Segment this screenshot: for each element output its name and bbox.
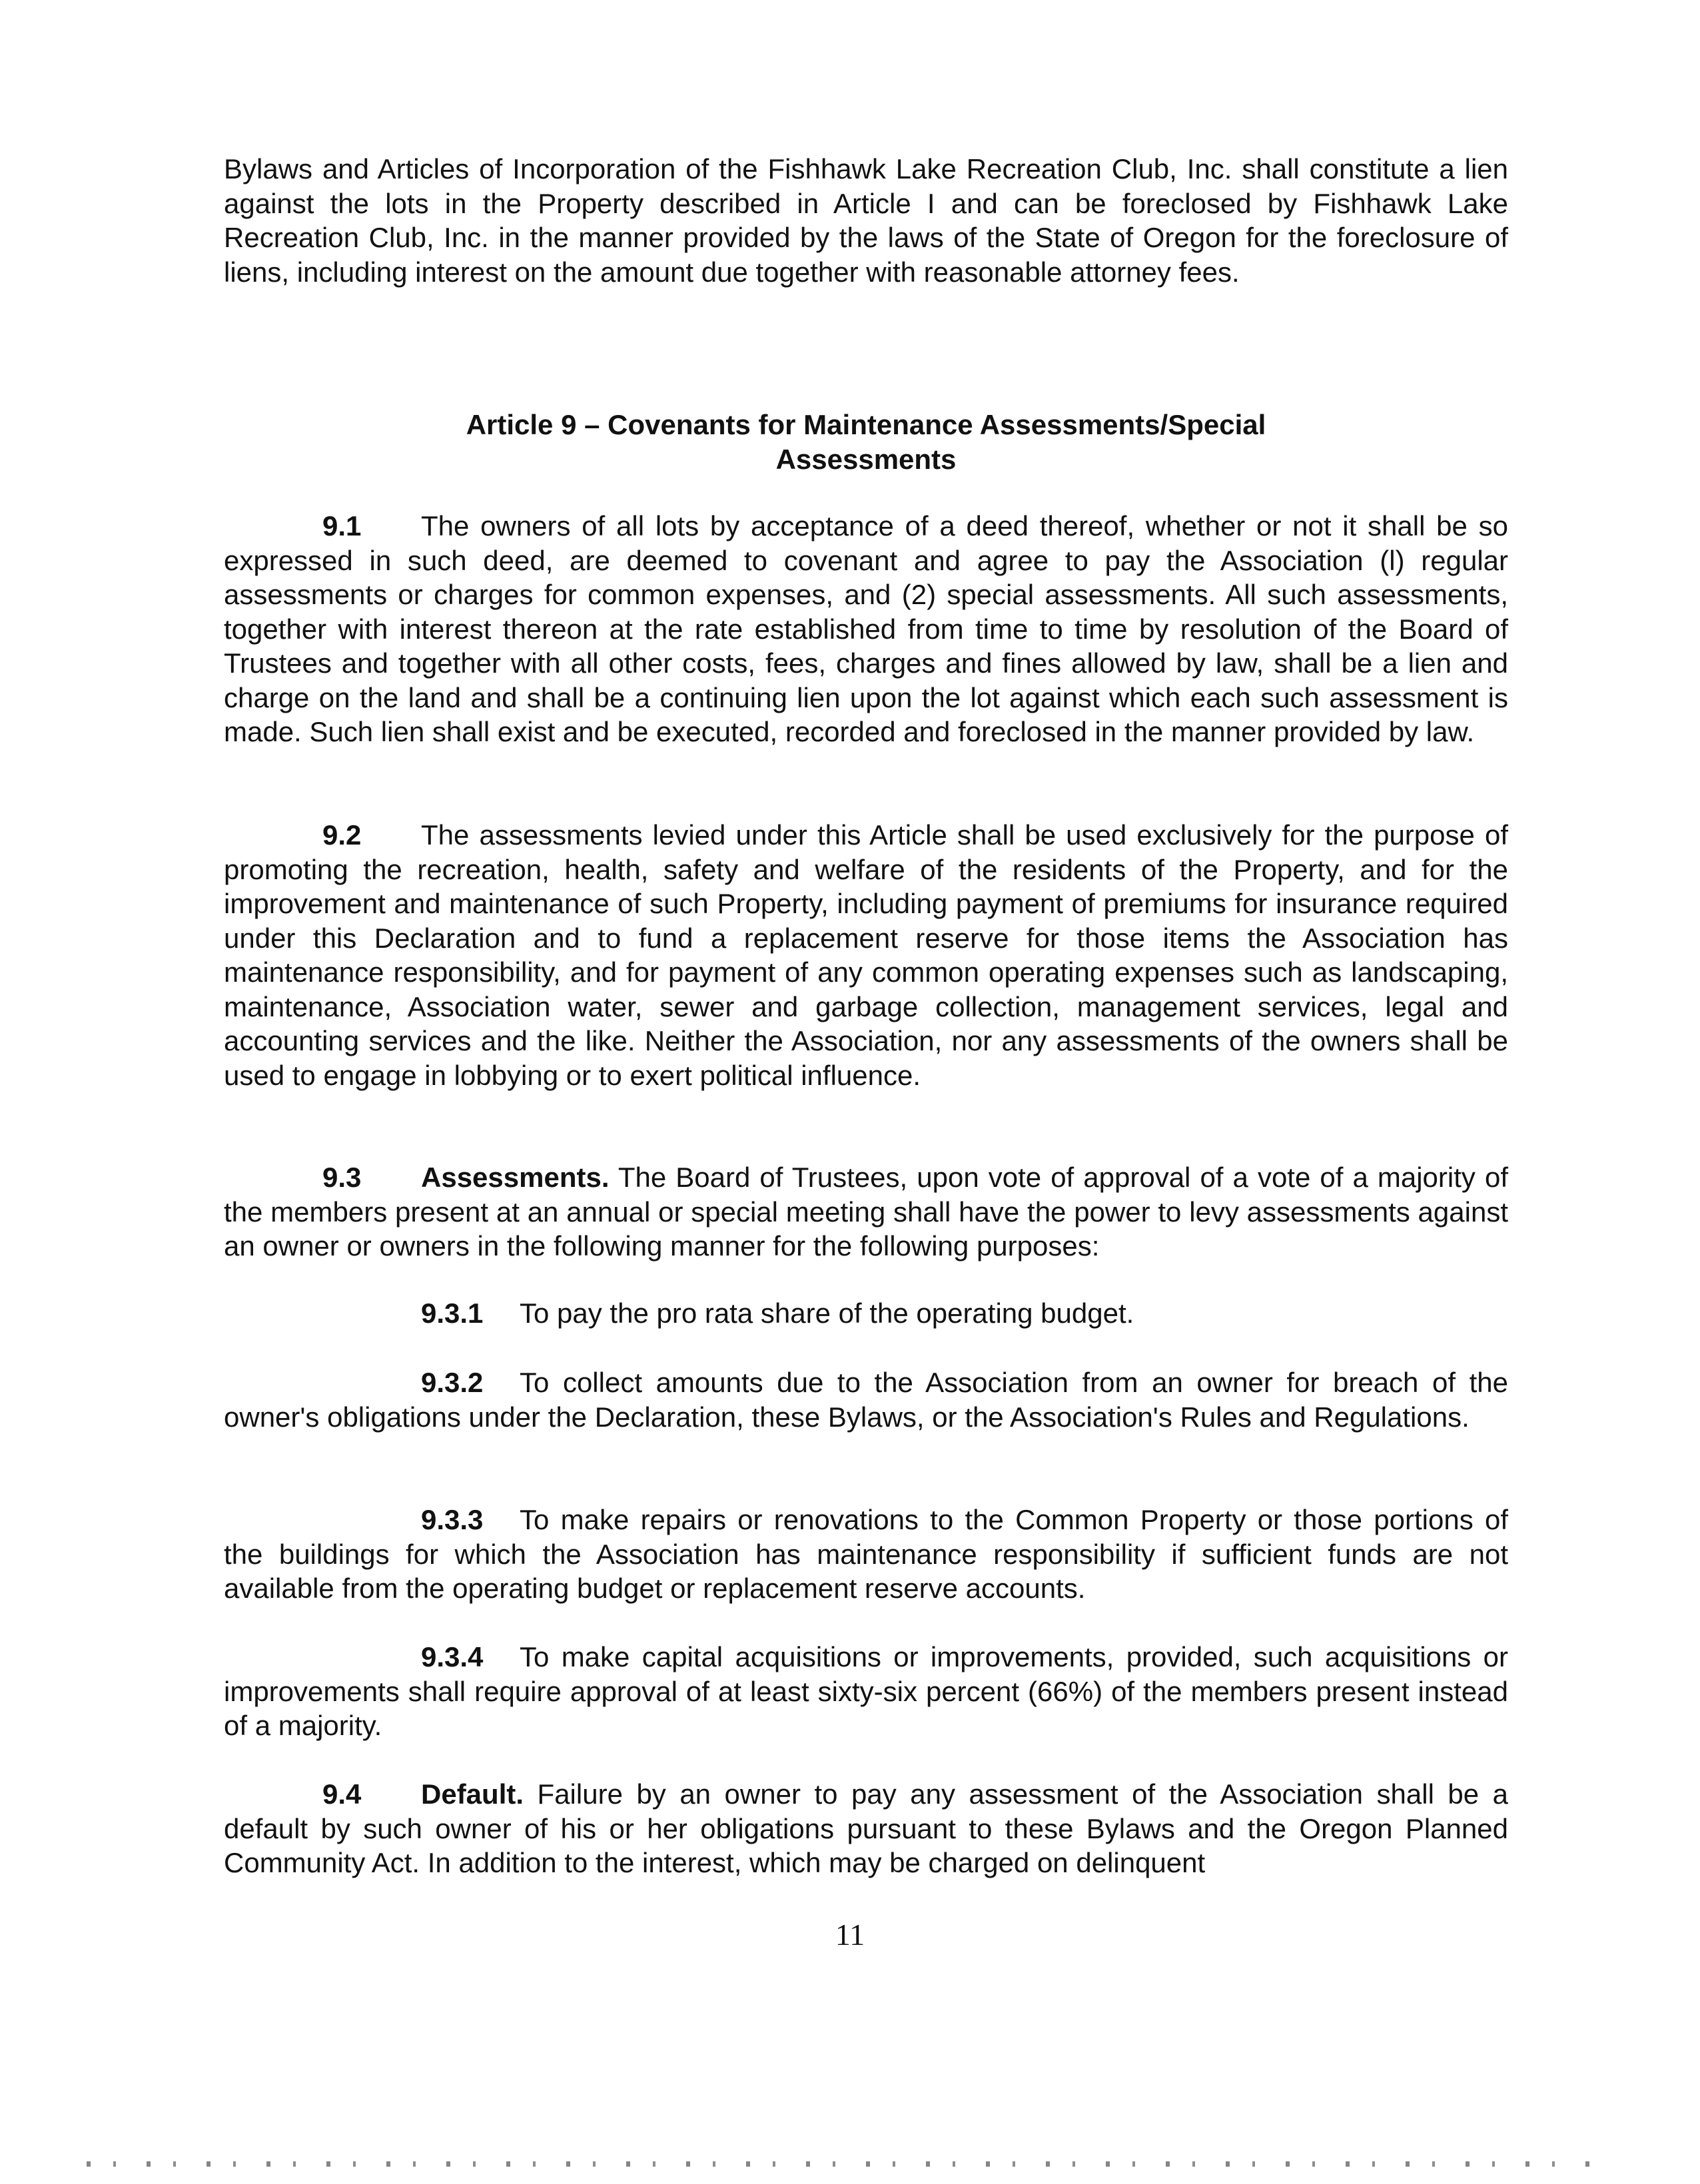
section-9-4 [224, 1777, 1508, 1880]
section-number: 9.3.3 [421, 1504, 484, 1535]
section-number: 9.3 [322, 1162, 362, 1193]
section-title: Default. [421, 1778, 524, 1810]
intro-text: Bylaws and Articles of Incorporation of the Fishhawk Lake Recreation Club, Inc. shall constitute a lien against the lots in the Property described in Article I and can be foreclosed by Fishhawk Lake Recreation Club, Inc. in the manner provided by the laws of the State of Oregon for the foreclosure of liens, including interest on the amount due together with reasonable attorney fees. [224, 153, 1508, 288]
article-heading-line1: Article 9 – Covenants for Maintenance Assessments/Special [466, 409, 1266, 440]
section-9-3-3 [224, 1503, 1508, 1606]
section-title: Assessments. [421, 1162, 610, 1193]
article-heading-line2: Assessments [775, 444, 957, 475]
section-number: 9.3.4 [421, 1641, 484, 1672]
scan-edge-artifact [87, 2161, 1612, 2167]
section-number: 9.3.1 [421, 1297, 484, 1329]
section-9-2 [224, 818, 1508, 1092]
section-text: To make capital acquisitions or improvements, provided, such acquisitions or improvements shall require approval of at least sixty-six percent (66%) of the members present instead of a majority. [224, 1641, 1508, 1741]
section-text: The assessments levied under this Article shall be used exclusively for the purpose of promoting the recreation, health, safety and welfare of the residents of the Property, and for the improvement and maintenance of such Property, including payment of premiums for insurance required under this Declaration and to fund a replacement reserve for those items the Association has maintenance responsibility, and for payment of any common operating expenses such as landscaping, maintenance, Association water, sewer and garbage collection, management services, legal and accounting services and the like. Neither the Association, nor any assessments of the owners shall be used to engage in lobbying or to exert political influence. [224, 819, 1508, 1091]
section-text: To make repairs or renovations to the Common Property or those portions of the buildings for which the Association has maintenance responsibility if sufficient funds are not available from the operating budget or replacement reserve accounts. [224, 1504, 1508, 1604]
article-heading [224, 408, 1508, 477]
section-9-3 [224, 1160, 1508, 1264]
section-text: The owners of all lots by acceptance of a deed thereof, whether or not it shall be so expressed in such deed, are deemed to covenant and agree to pay the Association (l) regular assessments or charges for common expenses, and (2) special assessments. All such assessments, together with interest thereon at the rate established from time to time by resolution of the Board of Trustees and together with all other costs, fees, charges and fines allowed by law, shall be a lien and charge on the land and shall be a continuing lien upon the lot against which each such assessment is made. Such lien shall exist and be executed, recorded and foreclosed in the manner provided by law. [224, 510, 1508, 747]
intro-paragraph [224, 152, 1508, 289]
section-number: 9.4 [322, 1778, 362, 1810]
section-number: 9.1 [322, 510, 362, 542]
section-9-3-2 [224, 1365, 1508, 1434]
section-number: 9.3.2 [421, 1367, 484, 1398]
section-number: 9.2 [322, 819, 362, 851]
section-text: The Board of Trustees, upon vote of approval of a vote of a majority of the members present at an annual or special meeting shall have the power to levy assessments against an owner or owners in the following manner for the following purposes: [224, 1162, 1508, 1262]
section-9-1 [224, 509, 1508, 749]
section-text: Failure by an owner to pay any assessment of the Association shall be a default by such owner of his or her obligations pursuant to these Bylaws and the Oregon Planned Community Act. In addition to the interest, which may be charged on delinquent [224, 1778, 1509, 1878]
section-9-3-1 [224, 1296, 1508, 1331]
section-text: To pay the pro rata share of the operating budget. [520, 1297, 1134, 1329]
section-9-3-4 [224, 1640, 1508, 1743]
page-number: 11 [835, 1918, 865, 1952]
section-text: To collect amounts due to the Association from an owner for breach of the owner's obligations under the Declaration, these Bylaws, or the Association's Rules and Regulations. [224, 1367, 1508, 1433]
